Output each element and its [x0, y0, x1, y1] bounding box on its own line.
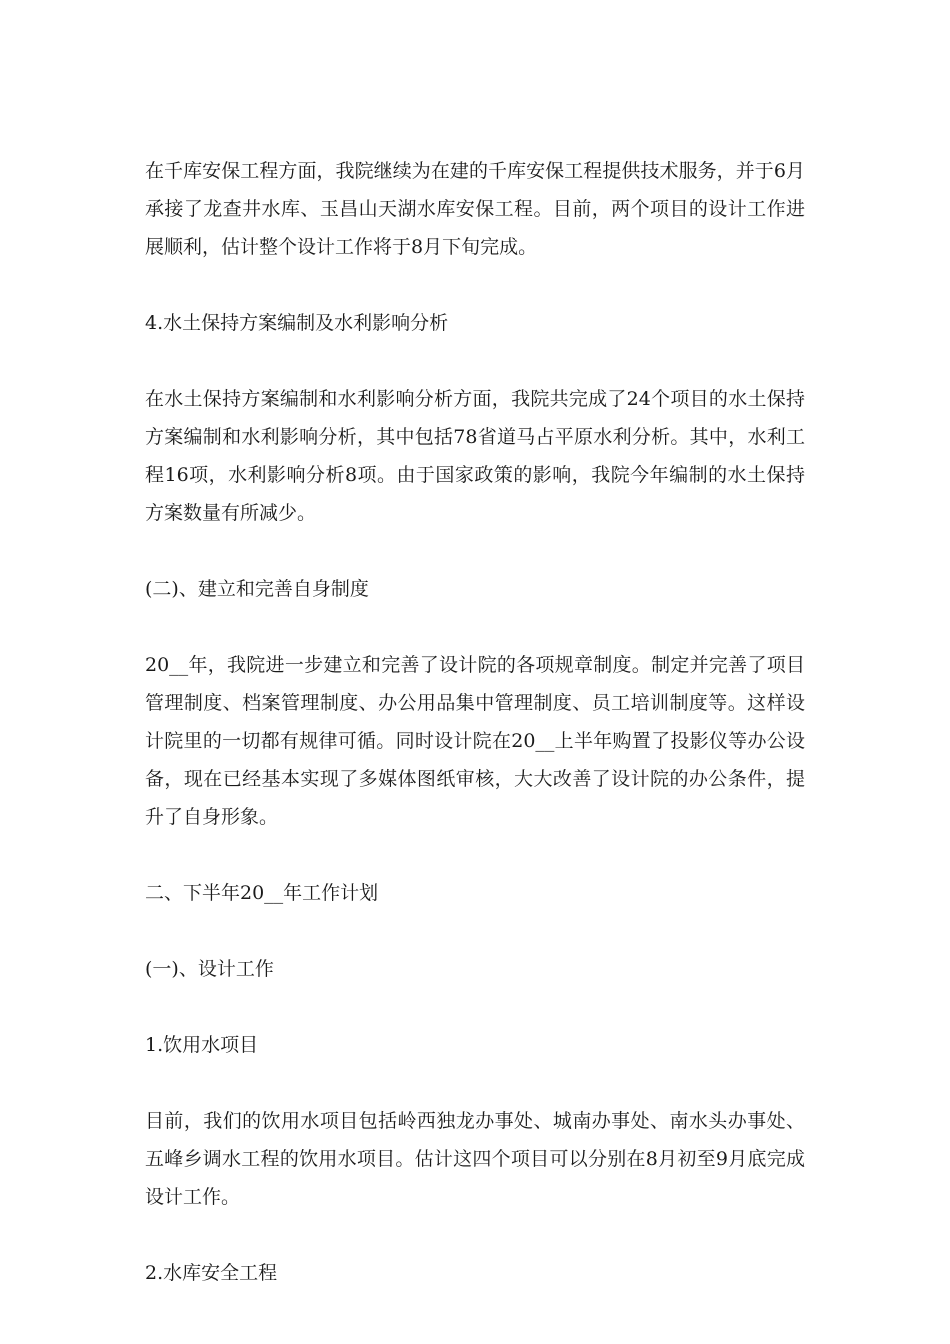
heading-establish-systems: (二)、建立和完善自身制度: [145, 578, 369, 600]
paragraph-reservoir-safety-progress: 在千库安保工程方面，我院继续为在建的千库安保工程提供技术服务，并于6月承接了龙查井水库、玉昌山天湖水库安保工程。目前，两个项目的设计工作进展顺利，估计整个设计工作将于8月下旬完成。: [145, 160, 805, 258]
paragraph-soil-water-conservation: 在水土保持方案编制和水利影响分析方面，我院共完成了24个项目的水土保持方案编制和水利影响分析，其中包括78省道马占平原水利分析。其中，水利工程16项，水利影响分析8项。由于国家政策的影响，我院今年编制的水土保持方案数量有所减少。: [145, 388, 805, 524]
paragraph-spacer: [145, 836, 805, 874]
paragraph-spacer: [145, 912, 805, 950]
paragraph-spacer: [145, 266, 805, 304]
heading-drinking-water-projects: 1.饮用水项目: [145, 1034, 259, 1056]
paragraph-establish-systems: 20__年，我院进一步建立和完善了设计院的各项规章制度。制定并完善了项目管理制度、档案管理制度、办公用品集中管理制度、员工培训制度等。这样设计院里的一切都有规律可循。同时设计院在20__上半年购置了投影仪等办公设备，现在已经基本实现了多媒体图纸审核，大大改善了设计院的办公条件，提升了自身形象。: [145, 654, 805, 828]
paragraph-spacer: [145, 342, 805, 380]
paragraph-drinking-water-projects: 目前，我们的饮用水项目包括岭西独龙办事处、城南办事处、南水头办事处、五峰乡调水工程的饮用水项目。估计这四个项目可以分别在8月初至9月底完成设计工作。: [145, 1110, 805, 1208]
paragraph-spacer: [145, 988, 805, 1026]
heading-reservoir-safety-engineering: 2.水库安全工程: [145, 1262, 278, 1284]
paragraph-spacer: [145, 532, 805, 570]
heading-soil-water-conservation: 4.水土保持方案编制及水利影响分析: [145, 312, 449, 334]
document-body: [145, 152, 805, 1292]
paragraph-spacer: [145, 608, 805, 646]
paragraph-spacer: [145, 1216, 805, 1254]
heading-design-work: (一)、设计工作: [145, 958, 274, 980]
heading-second-half-plan: 二、下半年20__年工作计划: [145, 882, 379, 904]
paragraph-spacer: [145, 1064, 805, 1102]
